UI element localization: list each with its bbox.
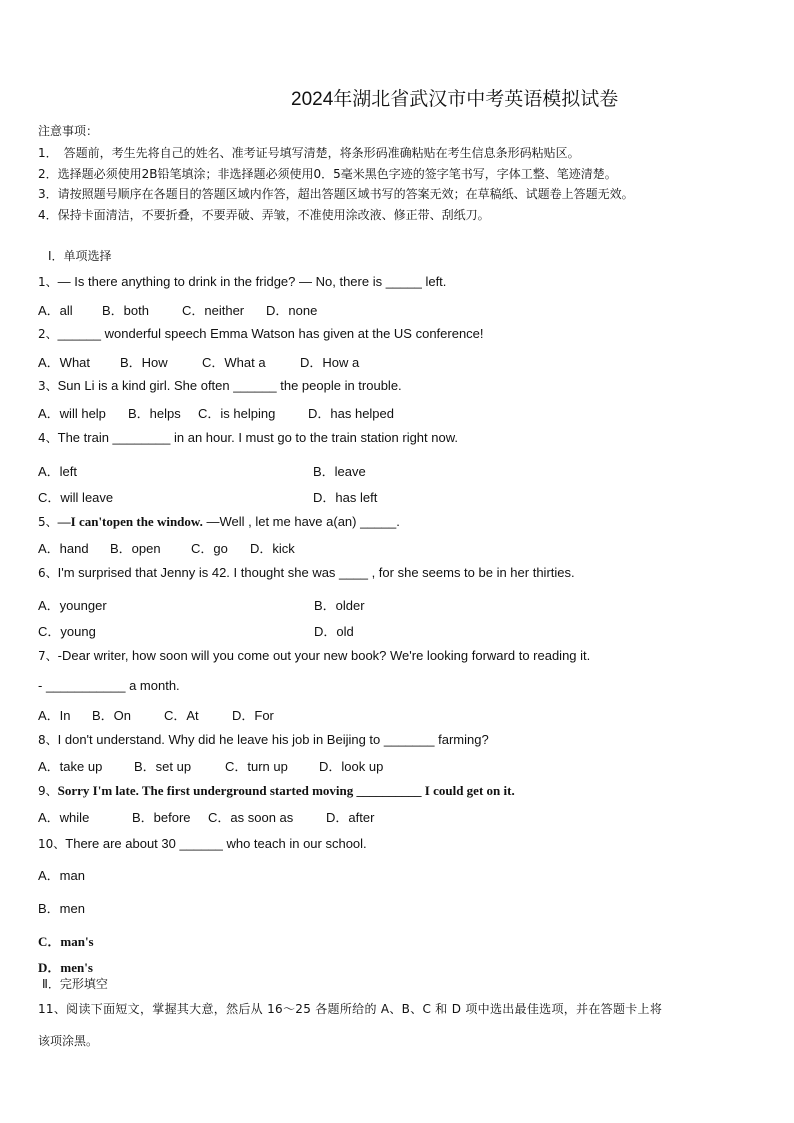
question-8 [38, 731, 489, 748]
option-d[interactable]: D．For [232, 708, 274, 723]
question-number: 4、 [38, 431, 58, 445]
option-c[interactable]: C．neither [182, 303, 245, 318]
option-a[interactable]: A．man [38, 868, 85, 883]
question-text: Sorry I'm late. The first underground started moving __________ I could get on it. [57, 783, 515, 798]
question-number: 8、 [38, 733, 58, 747]
option-d[interactable]: D．has helped [308, 406, 394, 421]
option-d[interactable]: D．has left [313, 490, 378, 505]
question-11-continuation: 该项涂黑。 [38, 1034, 99, 1048]
section-heading-2: Ⅱ．完形填空 [42, 977, 108, 991]
notes-heading: 注意事项： [38, 124, 99, 138]
option-d[interactable]: D．How a [300, 355, 360, 370]
question-text-part-1: —I can'topen the window. [57, 514, 203, 529]
question-number: 1、 [38, 275, 58, 289]
question-text: 阅读下面短文，掌握其大意，然后从 16～25 各题所给的 A、B、C 和 D 项中选出最佳选项，并在答题卡上将 [66, 1002, 663, 1016]
question-7 [38, 647, 590, 664]
question-1 [38, 273, 446, 290]
option-d[interactable]: D．look up [319, 759, 384, 774]
question-text: — Is there anything to drink in the fridge? — No, there is _____ left. [57, 274, 447, 289]
note-item-3: 3．请按照题号顺序在各题目的答题区域内作答，超出答题区域书写的答案无效；在草稿纸、试题卷上答题无效。 [38, 187, 634, 201]
option-a[interactable]: A．In [38, 708, 71, 723]
question-text: I don't understand. Why did he leave his job in Beijing to _______ farming? [57, 732, 489, 747]
note-item-1: 1． 答题前，考生先将自己的姓名、准考证号填写清楚，将条形码准确粘贴在考生信息条形码粘贴区。 [38, 146, 580, 160]
question-number: 2、 [38, 327, 58, 341]
question-text: Sun Li is a kind girl. She often ______ the people in trouble. [57, 378, 402, 393]
option-d[interactable]: D．old [314, 624, 354, 639]
option-d[interactable]: D．none [266, 303, 318, 318]
question-number: 11、 [38, 1002, 67, 1016]
option-c[interactable] [38, 931, 94, 950]
question-10 [38, 835, 367, 852]
option-a[interactable]: A．take up [38, 759, 103, 774]
question-number: 6、 [38, 566, 58, 580]
option-b[interactable]: B．How [120, 355, 168, 370]
option-d[interactable]: D．kick [250, 541, 295, 556]
option-c[interactable]: C．go [191, 541, 228, 556]
option-a[interactable]: A．left [38, 464, 78, 479]
option-b[interactable]: B．set up [134, 759, 192, 774]
question-text: -Dear writer, how soon will you come out your new book? We're looking forward to reading it. [57, 648, 591, 663]
option-b[interactable]: B．men [38, 901, 85, 916]
option-text: C．man's [38, 934, 94, 949]
question-4 [38, 429, 458, 446]
question-3 [38, 377, 402, 394]
option-b[interactable]: B．before [132, 810, 191, 825]
question-number: 7、 [38, 649, 58, 663]
option-b[interactable]: B．older [314, 598, 365, 613]
option-c[interactable]: C．is helping [198, 406, 276, 421]
question-7-reply: - ___________ a month. [38, 678, 180, 693]
option-d[interactable] [38, 957, 93, 976]
question-text-part-2: —Well , let me have a(an) _____. [202, 514, 400, 529]
question-number: 10、 [38, 837, 66, 851]
question-text: The train ________ in an hour. I must go to the train station right now. [57, 430, 459, 445]
option-b[interactable]: B．open [110, 541, 161, 556]
question-11 [38, 1000, 662, 1017]
option-b[interactable]: B．On [92, 708, 132, 723]
option-c[interactable]: C．young [38, 624, 96, 639]
option-b[interactable]: B．helps [128, 406, 181, 421]
note-item-4: 4．保持卡面清洁，不要折叠，不要弄破、弄皱，不准使用涂改液、修正带、刮纸刀。 [38, 208, 490, 222]
question-5 [38, 513, 400, 530]
option-c[interactable]: C．turn up [225, 759, 288, 774]
question-text: ______ wonderful speech Emma Watson has given at the US conference! [57, 326, 484, 341]
question-number: 3、 [38, 379, 58, 393]
option-b[interactable]: B．leave [313, 464, 366, 479]
page-title: 2024年湖北省武汉市中考英语模拟试卷 [291, 89, 619, 110]
option-a[interactable]: A．all [38, 303, 73, 318]
option-c[interactable]: C．At [164, 708, 199, 723]
question-number: 9、 [38, 784, 58, 798]
option-a[interactable]: A．while [38, 810, 90, 825]
option-c[interactable]: C．What a [202, 355, 266, 370]
option-b[interactable]: B．both [102, 303, 149, 318]
question-2 [38, 325, 484, 342]
question-text: I'm surprised that Jenny is 42. I thought she was ____ , for she seems to be in her thirties. [57, 565, 575, 580]
question-text: There are about 30 ______ who teach in our school. [65, 836, 367, 851]
question-number: 5、 [38, 515, 58, 529]
note-item-2: 2．选择题必须使用2B铅笔填涂；非选择题必须使用0．5毫米黑色字迹的签字笔书写，字体工整、笔迹清楚。 [38, 167, 617, 181]
option-a[interactable]: A．hand [38, 541, 89, 556]
question-6 [38, 564, 575, 581]
option-d[interactable]: D．after [326, 810, 375, 825]
option-c[interactable]: C．as soon as [208, 810, 294, 825]
question-9 [38, 782, 515, 799]
option-text: D．men's [38, 960, 93, 975]
option-a[interactable]: A．will help [38, 406, 106, 421]
section-heading-1: Ⅰ．单项选择 [48, 249, 112, 263]
option-c[interactable]: C．will leave [38, 490, 114, 505]
option-a[interactable]: A．What [38, 355, 91, 370]
option-a[interactable]: A．younger [38, 598, 107, 613]
